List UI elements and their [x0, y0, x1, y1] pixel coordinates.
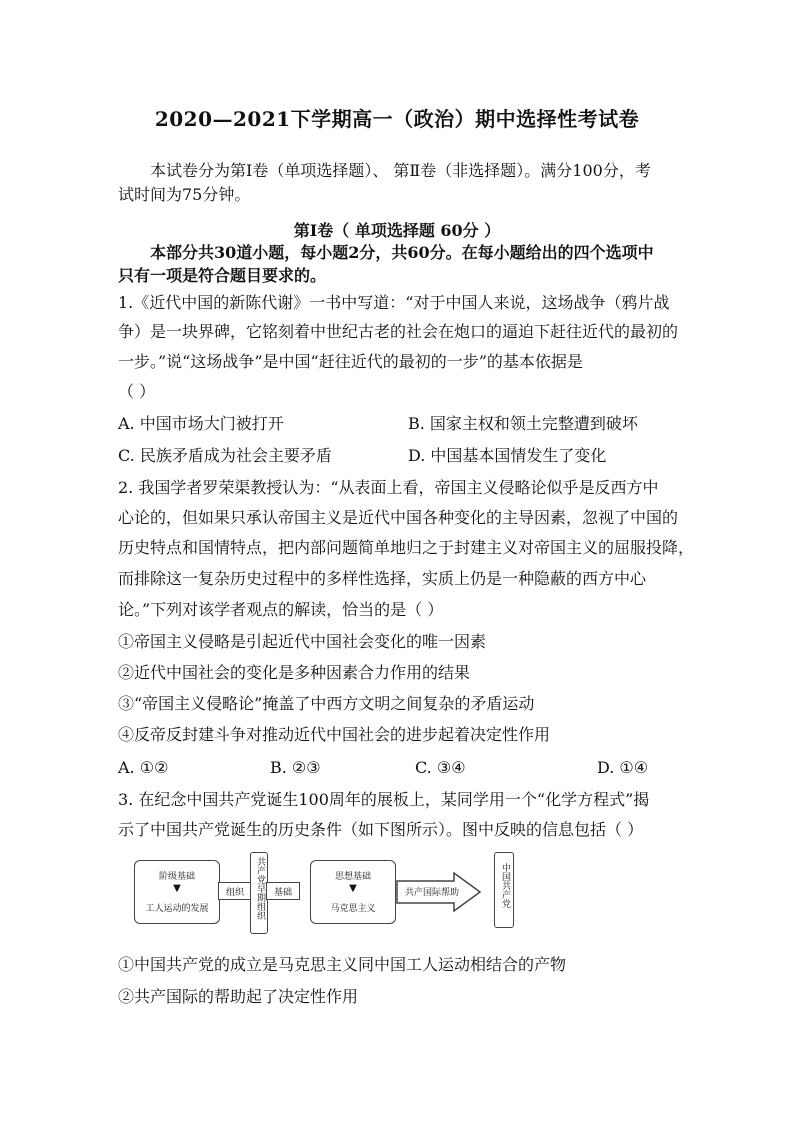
q2-statement-1: ①帝国主义侵略是引起近代中国社会变化的唯一因素	[118, 632, 487, 651]
q1-line-2: 争）是一块界碑，它铭刻着中世纪古老的社会在炮口的逼迫下赶往近代的最初的	[118, 322, 679, 341]
q2-line-3: 历史特点和国情特点，把内部问题简单地归之于封建主义对帝国主义的屈服投降，	[118, 538, 695, 557]
q3-statement-1: ①中国共产党的成立是马克思主义同中国工人运动相结合的产物	[118, 955, 567, 974]
marxism-label: 马克思主义	[330, 904, 376, 914]
q3-diagram	[130, 848, 530, 938]
intro-line-2: 试时间为75分钟。	[118, 185, 251, 204]
organization-label: 组织	[225, 888, 244, 898]
early-party-org-label: 共产党早期组织	[255, 857, 265, 920]
class-basis-box	[134, 860, 220, 924]
q2-line-2: 心论的，但如果只承认帝国主义是近代中国各种变化的主导因素，忽视了中国的	[118, 508, 679, 527]
foundation-connector	[266, 882, 300, 900]
q2-option-c: C. ③④	[415, 758, 466, 777]
intro-line-1: 本试卷分为第Ⅰ卷（单项选择题）、 第Ⅱ卷（非选择题）。满分100分，考	[150, 161, 651, 180]
class-basis-label: 阶级基础	[158, 872, 195, 882]
q3-line-2: 示了中国共产党诞生的历史条件（如下图所示）。图中反映的信息包括（ ）	[118, 820, 644, 839]
organization-connector	[218, 882, 252, 900]
comintern-help-label: 共产国际帮助	[404, 888, 459, 898]
ideology-basis-label: 思想基础	[334, 872, 371, 882]
q2-option-a: A. ①②	[118, 758, 169, 777]
q1-option-a: A. 中国市场大门被打开	[118, 414, 284, 433]
q1-line-1: 1.《近代中国的新陈代谢》一书中写道：“对于中国人来说，这场战争（鸦片战	[118, 293, 670, 312]
q2-option-b: B. ②③	[270, 758, 321, 777]
q1-option-c: C. 民族矛盾成为社会主要矛盾	[118, 446, 332, 465]
q3-statement-2: ②共产国际的帮助起了决定性作用	[118, 987, 359, 1006]
labor-movement-label: 工人运动的发展	[145, 904, 209, 914]
q3-line-1: 3. 在纪念中国共产党诞生100周年的展板上，某同学用一个“化学方程式”揭	[118, 790, 650, 809]
q2-line-1: 2. 我国学者罗荣渠教授认为：“从表面上看，帝国主义侵略论似乎是反西方中	[118, 478, 659, 497]
page-title: 2020—2021下学期高一（政治）期中选择性考试卷	[154, 107, 640, 131]
ccp-box	[494, 852, 514, 928]
down-arrow-icon: ▼	[349, 883, 357, 894]
instructions-line-1: 本部分共30道小题，每小题2分，共60分。在每小题给出的四个选项中	[150, 243, 654, 262]
q2-line-4: 而排除这一复杂历史过程中的多样性选择，实质上仍是一种隐蔽的西方中心	[118, 569, 647, 588]
foundation-label: 基础	[273, 888, 292, 898]
q2-statement-3: ③“帝国主义侵略论”掩盖了中西方文明之间复杂的矛盾运动	[118, 694, 535, 713]
q2-statement-4: ④反帝反封建斗争对推动近代中国社会的进步起着决定性作用	[118, 725, 551, 744]
q1-option-d: D. 中国基本国情发生了变化	[408, 446, 607, 465]
q1-line-4: （ ）	[118, 382, 156, 401]
section-heading: 第Ⅰ卷（ 单项选择题 60分 ）	[293, 221, 501, 240]
q2-line-5: 论。”下列对该学者观点的解读，恰当的是（ ）	[118, 600, 444, 619]
q2-statement-2: ②近代中国社会的变化是多种因素合力作用的结果	[118, 663, 471, 682]
down-arrow-icon: ▼	[173, 883, 181, 894]
ccp-label: 中国共产党	[500, 863, 510, 908]
instructions-line-2: 只有一项是符合题目要求的。	[118, 266, 327, 285]
q2-option-d: D. ①④	[597, 758, 649, 777]
ideology-basis-box	[310, 860, 396, 924]
q1-option-b: B. 国家主权和领土完整遭到破坏	[408, 414, 638, 433]
q1-line-3: 一步。”说“这场战争”是中国“赶往近代的最初的一步”的基本依据是	[118, 352, 583, 371]
